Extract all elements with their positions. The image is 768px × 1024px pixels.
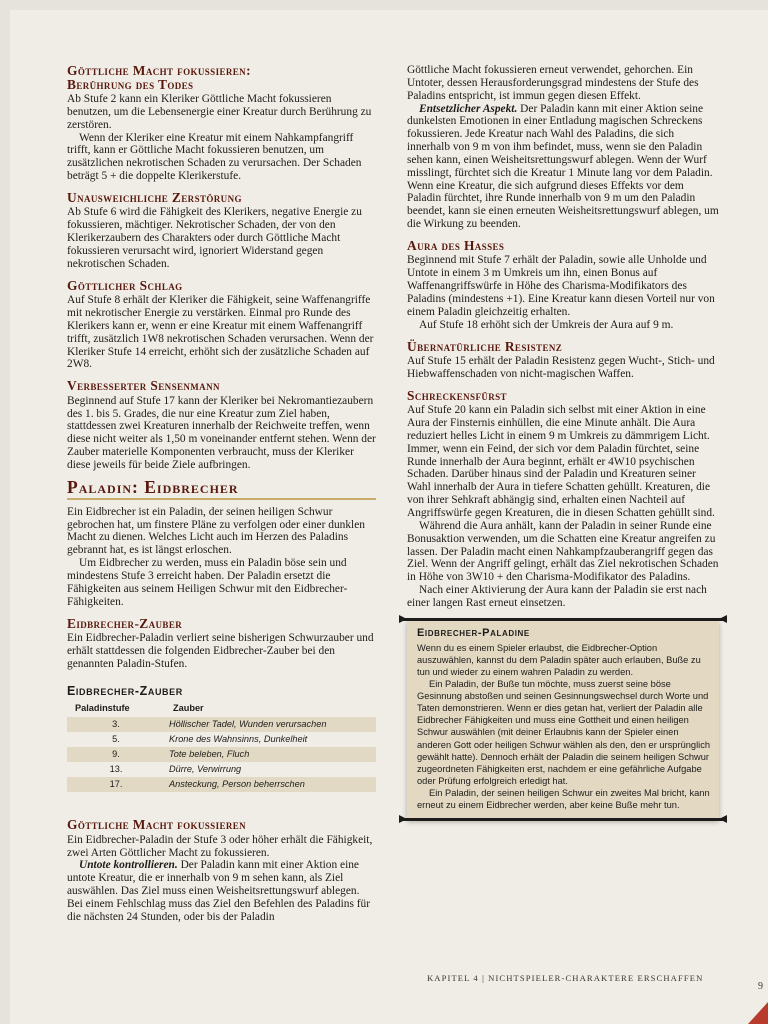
table-cell: Dürre, Verwirrung <box>169 764 242 775</box>
paragraph: Ab Stufe 6 wird die Fähigkeit des Klerikers, negative Energie zu fokussieren, mächtiger. Nekrotischer Schaden, der von den Klerikerzaubern des Charakters oder durch Göttliche Macht fokussieren verursacht wird, ignoriert Widerstand gegen nekrotischen Schaden. <box>67 206 362 270</box>
corner-tab-mark <box>748 1002 768 1024</box>
table-cell: Krone des Wahnsinns, Dunkelheit <box>169 734 308 745</box>
table-cell: 3. <box>67 717 165 732</box>
paragraph: Auf Stufe 15 erhält der Paladin Resistenz gegen Wucht-, Stich- und Hiebwaffenschaden von nicht-magischen Waffen. <box>407 355 715 380</box>
section-heading: Übernatürliche Resistenz <box>407 338 563 354</box>
left-column <box>67 64 376 924</box>
paragraph: Ein Eidbrecher-Paladin verliert seine bisherigen Schwurzauber und erhält stattdessen die folgenden Eidbrecher-Zauber bei den genannten Paladin-Stufen. <box>67 632 374 670</box>
sidebar-top-bar <box>403 618 723 621</box>
section-heading: Unausweichliche Zerstörung <box>67 189 242 205</box>
sidebar-paragraph: Wenn du es einem Spieler erlaubst, die Eidbrecher-Option auszuwählen, kannst du dem Paladin später auch erlauben, Buße zu tun und wieder zu einem wahren Paladin zu werden. <box>417 642 701 677</box>
table-cell: Ansteckung, Person beherrschen <box>165 777 376 792</box>
lead-in: Entsetzlicher Aspekt. <box>419 102 518 115</box>
table-row <box>67 717 376 732</box>
paragraph: Ein Eidbrecher ist ein Paladin, der seinen heiligen Schwur gebrochen hat, um finstere Pläne zu verfolgen oder einer dunklen Macht zu dienen. Welches Licht auch im Herzen des Paladins gebrannt hat, es ist längst erloschen. <box>67 505 365 557</box>
table-row <box>67 762 376 777</box>
table-cell: Höllischer Tadel, Wunden verursachen <box>165 717 376 732</box>
paragraph: Während die Aura anhält, kann der Paladin in seiner Runde eine Bonusaktion verwenden, um die Schatten eine Kreatur angreifen zu lassen. Der Paladin macht einen Nahkampfzauberangriff gegen das Ziel. Wenn der Angriff gelingt, erhält das Ziel nekrotischen Schaden in Höhe von 3W10 + den Charisma-Modifikator des Paladins. <box>407 519 719 584</box>
sidebar-paragraph: Ein Paladin, der Buße tun möchte, muss zuerst seine böse Gesinnung abstoßen und seinen Gesinnungswechsel durch Worte und Taten demonstrieren. Wenn er dies getan hat, verliert der Paladin alle Eidbrecher Fähigkeiten und muss eine Gottheit und einen heiligen Schwur auswählen (mit deiner Erlaubnis kann der Spieler einen anderen Gott oder heiligen Schwur wählen als den, den er ursprünglich gewählt hatte). Dennoch erhält der Paladin die seinem heiligen Schwur zugeordneten Fähigkeiten erst, nachdem er eine gefährliche Aufgabe oder Prüfung erfolgreich erledigt hat. <box>417 679 711 786</box>
table-row <box>67 732 376 747</box>
paragraph: Auf Stufe 8 erhält der Kleriker die Fähigkeit, seine Waffenangriffe mit nekrotischer Energie zu verstärken. Einmal pro Runde des Klerikers kann er, wenn er eine Kreatur mit einem Waffenangriff trifft, zusätzlich 1W8 nekrotischen Schaden verursachen. Wenn der Kleriker Stufe 14 erreicht, erhöht sich der zusätzliche Schaden auf 2W8. <box>67 294 374 371</box>
paragraph: Göttliche Macht fokussieren erneut verwendet, gehorchen. Ein Untoter, dessen Herausforderungsgrad mindestens der Stufe des Paladins entspricht, ist immun gegen diesen Effekt. <box>407 64 699 102</box>
spell-table <box>67 700 376 792</box>
chapter-heading: Paladin: Eidbrecher <box>67 478 376 500</box>
section-heading: Aura des Hasses <box>407 237 505 253</box>
section-heading: Göttliche Macht fokussieren: Berührung des Todes <box>67 63 251 92</box>
column-header: Zauber <box>173 703 204 714</box>
section-heading: Eidbrecher-Zauber <box>67 615 183 631</box>
paragraph: Nach einer Aktivierung der Aura kann der Paladin sie erst nach einer langen Rast erneut einsetzen. <box>407 584 707 609</box>
column-header: Paladinstufe <box>75 703 130 714</box>
sidebar-box <box>407 620 719 819</box>
paragraph: Auf Stufe 18 erhöht sich der Umkreis der Aura auf 9 m. <box>419 318 674 331</box>
table-title: Eidbrecher-Zauber <box>67 683 183 698</box>
table-cell: 9. <box>67 747 165 762</box>
paragraph: Um Eidbrecher zu werden, muss ein Paladin böse sein und mindestens Stufe 3 erreicht haben. Der Paladin ersetzt die Fähigkeiten aus seinem Heiligen Schwur mit den Eidbrecher-Fähigkeiten. <box>67 557 348 608</box>
section-heading: Göttliche Macht fokussieren <box>67 817 247 833</box>
section-heading: Göttlicher Schlag <box>67 277 183 293</box>
table-header-row <box>67 700 376 717</box>
paragraph: Entsetzlicher Aspekt. Der Paladin kann mit einer Aktion seine dunkelsten Emotionen in einer Entladung magischen Schreckens fokussieren. Jede Kreatur nach Wahl des Paladins, die sich innerhalb von 9 m von ihm befindet, muss, wenn sie den Paladin sehen kann, einen Weisheitsrettungswurf ablegen. Wenn der Wurf misslingt, fürchtet sich die Kreatur 1 Minute lang vor dem Paladin. Wenn eine Kreatur, die sich aufgrund dieses Effekts vor dem Paladin fürchtet, ihre Runde innerhalb von 9 m um den Paladin beendet, kann sie einen erneuten Weisheitsrettungswurf ablegen, um die Wirkung zu beenden. <box>407 102 719 231</box>
table-cell: Tote beleben, Fluch <box>165 747 376 762</box>
page-footer: KAPITEL 4 | NICHTSPIELER-CHARAKTERE ERSCHAFFEN <box>427 973 704 983</box>
table-cell: 13. <box>109 764 123 775</box>
section-heading: Schreckensfürst <box>407 387 507 403</box>
paragraph: Beginnend mit Stufe 7 erhält der Paladin, sowie alle Unholde und Untote in einem 3 m Umkreis um ihn, einen Bonus auf Waffenangriffswürfe in Höhe des Charisma-Modifikators des Paladins (mindestens +1). Eine Kreatur kann diesen Vorteil nur von einem Paladin gleichzeitig erhalten. <box>407 254 715 318</box>
paragraph: Ein Eidbrecher-Paladin der Stufe 3 oder höher erhält die Fähigkeit, zwei Arten Göttlicher Macht zu fokussieren. <box>67 833 373 859</box>
table-cell: 17. <box>67 777 165 792</box>
table-cell: 5. <box>112 734 120 745</box>
paragraph: Ab Stufe 2 kann ein Kleriker Göttliche Macht fokussieren benutzen, um die Lebensenergie einer Kreatur durch Berührung zu zerstören. <box>67 93 372 131</box>
section-heading: Verbesserter Sensenmann <box>67 378 220 394</box>
right-column <box>407 64 719 819</box>
sidebar-paragraph: Ein Paladin, der seinen heiligen Schwur ein zweites Mal bricht, kann erneut zu einem Eidbrecher werden, aber keine Buße mehr tun. <box>417 787 710 811</box>
paragraph: Wenn der Kleriker eine Kreatur mit einem Nahkampfangriff trifft, kann er Göttliche Macht fokussieren benutzen, um zusätzlichen nekrotischen Schaden zu verursachen. Der Schaden beträgt 5 + die doppelte Klerikerstufe. <box>67 131 362 183</box>
sidebar-bottom-bar <box>403 818 723 821</box>
sidebar-title: Eidbrecher-Paladine <box>417 626 530 639</box>
paragraph: Auf Stufe 20 kann ein Paladin sich selbst mit einer Aktion in eine Aura der Finsternis einhüllen, die eine Minute anhält. Die Aura reduziert helles Licht in einem 9 m Umkreis zu dämmrigem Licht. Immer, wenn ein Feind, der sich vor dem Paladin fürchtet, seine Runde innerhalb der Aura beginnt, erhält er 4W10 psychischen Schaden. Darüber hinaus sind der Paladin und Kreaturen seiner Wahl innerhalb der Aura in tiefere Schatten gehüllt. Kreaturen, die von ihrer Sehkraft abhängig sind, erhalten einen Nachteil auf Angriffswürfe gegen Kreaturen, die in diesen Schatten gehüllt sind. <box>407 404 715 519</box>
table-row <box>67 747 376 762</box>
paragraph: Untote kontrollieren. Der Paladin kann mit einer Aktion eine untote Kreatur, die er innerhalb von 9 m sehen kann, als Ziel auswählen. Das Ziel muss einen Weisheitsrettungswurf ablegen. Bei einem Fehlschlag muss das Ziel den Befehlen des Paladins für die nächsten 24 Stunden, oder bis der Paladin <box>67 859 371 923</box>
lead-in: Untote kontrollieren. <box>79 859 178 872</box>
page-number: 9 <box>758 981 763 992</box>
table-row <box>67 777 376 792</box>
paragraph: Beginnend auf Stufe 17 kann der Kleriker bei Nekromantiezaubern des 1. bis 5. Grades, die nur eine Kreatur zum Ziel haben, stattdessen zwei Kreaturen innerhalb der Reichweite treffen, wenn diese nicht weiter als 1,50 m voneinander entfernt stehen. Wenn der Zauber materielle Komponenten verbraucht, muss der Kleriker diese jeweils für beide Ziele aufbringen. <box>67 394 376 471</box>
